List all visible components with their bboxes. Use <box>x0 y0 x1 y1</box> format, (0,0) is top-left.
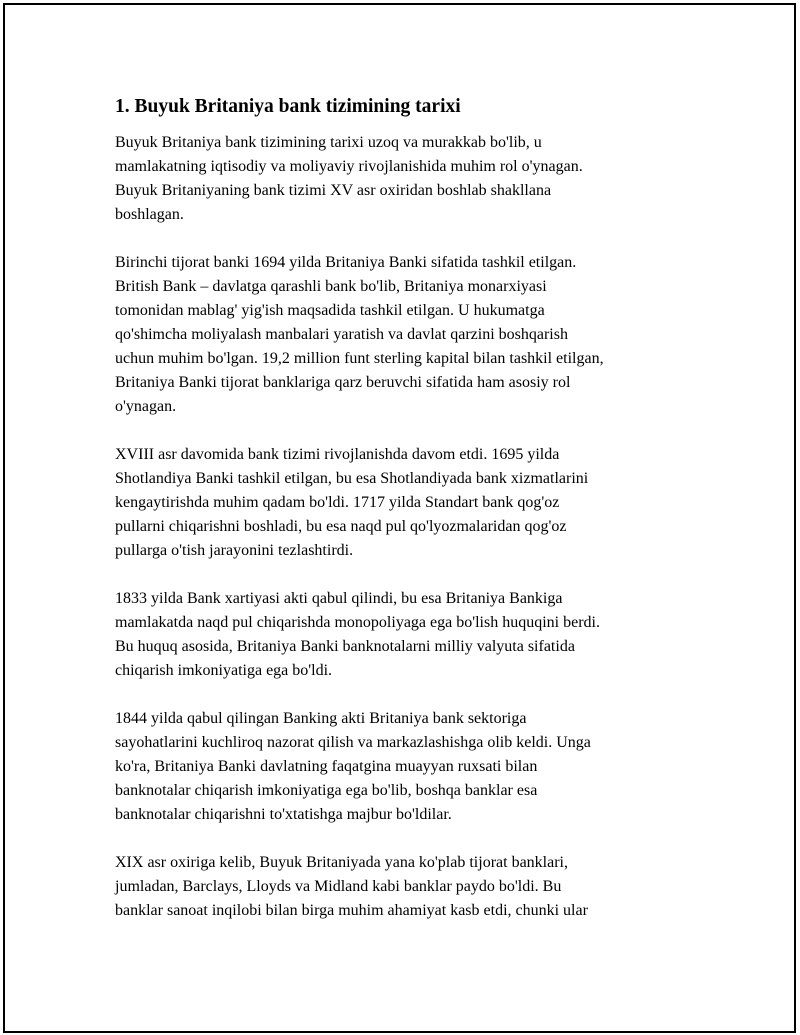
section-heading: 1. Buyuk Britaniya bank tizimining tarixi <box>115 96 461 117</box>
text-line: mamlakatning iqtisodiy va moliyaviy rivojlanishida muhim rol o'ynagan. <box>115 158 583 175</box>
text-line: Birinchi tijorat banki 1694 yilda Britaniya Banki sifatida tashkil etilgan. <box>115 254 577 271</box>
text-line: ko'ra, Britaniya Banki davlatning faqatgina muayyan ruxsati bilan <box>115 758 538 775</box>
text-line: Buyuk Britaniya bank tizimining tarixi uzoq va murakkab bo'lib, u <box>115 134 542 151</box>
text-line: pullarni chiqarishni boshladi, bu esa naqd pul qo'lyozmalaridan qog'oz <box>115 518 567 535</box>
text-line: Bu huquq asosida, Britaniya Banki banknotalarni milliy valyuta sifatida <box>115 638 575 655</box>
paragraph <box>115 707 685 827</box>
text-line: banknotalar chiqarishni to'xtatishga majbur bo'ldilar. <box>115 806 452 823</box>
text-line: banknotalar chiqarish imkoniyatiga ega bo'lib, boshqa banklar esa <box>115 782 538 799</box>
text-line: pullarga o'tish jarayonini tezlashtirdi. <box>115 542 354 559</box>
text-line: o'ynagan. <box>115 398 177 415</box>
document-body <box>115 92 685 947</box>
paragraph <box>115 131 685 227</box>
text-line: uchun muhim bo'lgan. 19,2 million funt sterling kapital bilan tashkil etilgan, <box>115 350 604 367</box>
text-line: Shotlandiya Banki tashkil etilgan, bu esa Shotlandiyada bank xizmatlarini <box>115 470 589 487</box>
text-line: qo'shimcha moliyalash manbalari yaratish va davlat qarzini boshqarish <box>115 326 568 343</box>
text-line: Britaniya Banki tijorat banklariga qarz beruvchi sifatida ham asosiy rol <box>115 374 571 391</box>
text-line: XVIII asr davomida bank tizimi rivojlanishda davom etdi. 1695 yilda <box>115 446 560 463</box>
text-line: Buyuk Britaniyaning bank tizimi XV asr oxiridan boshlab shakllana <box>115 182 552 199</box>
paragraph <box>115 587 685 683</box>
paragraph <box>115 851 685 923</box>
text-line: XIX asr oxiriga kelib, Buyuk Britaniyada yana ko'plab tijorat banklari, <box>115 854 568 871</box>
text-line: jumladan, Barclays, Lloyds va Midland kabi banklar paydo bo'ldi. Bu <box>115 878 562 895</box>
text-line: banklar sanoat inqilobi bilan birga muhim ahamiyat kasb etdi, chunki ular <box>115 902 588 919</box>
paragraph <box>115 251 685 419</box>
text-line: 1844 yilda qabul qilingan Banking akti Britaniya bank sektoriga <box>115 710 527 727</box>
text-line: 1833 yilda Bank xartiyasi akti qabul qilindi, bu esa Britaniya Bankiga <box>115 590 563 607</box>
text-line: British Bank – davlatga qarashli bank bo'lib, Britaniya monarxiyasi <box>115 278 547 295</box>
text-line: kengaytirishda muhim qadam bo'ldi. 1717 yilda Standart bank qog'oz <box>115 494 560 511</box>
text-line: chiqarish imkoniyatiga ega bo'ldi. <box>115 662 333 679</box>
text-line: sayohatlarini kuchliroq nazorat qilish va markazlashishga olib keldi. Unga <box>115 734 591 751</box>
paragraph <box>115 443 685 563</box>
text-line: mamlakatda naqd pul chiqarishda monopoliyaga ega bo'lish huquqini berdi. <box>115 614 600 631</box>
text-line: boshlagan. <box>115 206 184 223</box>
text-line: tomonidan mablag' yig'ish maqsadida tashkil etilgan. U hukumatga <box>115 302 545 319</box>
